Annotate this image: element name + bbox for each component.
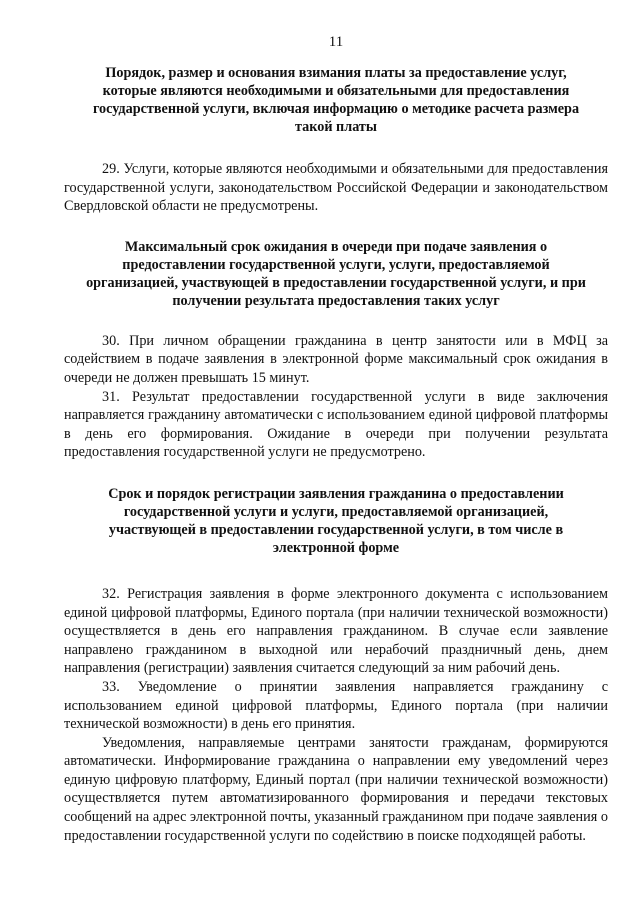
section-heading-registration: Срок и порядок регистрации заявления гражданина о предоставлении государственной услуги и услуги, предоставляемой организацией, участвующей в предоставлении государственной услуги, в том числе в электронной форме xyxy=(108,485,564,556)
page-number: 11 xyxy=(328,34,344,50)
paragraph-notifications: Уведомления, направляемые центрами занятости гражданам, формируются автоматически. Информирование гражданина о направлении ему уведомлений через единую цифровую платформу, Единый портал (при наличии технической возможности) осуществляется путем автоматизированного формирования и передачи текстовых сообщений на адрес электронной почты, указанный гражданином при подаче заявления о предоставлении государственной услуги по содействию в поиске подходящей работы. xyxy=(64,734,608,844)
paragraph-33: 33. Уведомление о принятии заявления направляется гражданину с использованием единой цифровой платформы, Единого портала (при наличии технической возможности) в день его принятия. xyxy=(64,678,608,733)
section-heading-fee: Порядок, размер и основания взимания платы за предоставление услуг, которые являются необходимыми и обязательными для предоставления государственной услуги, включая информацию о методике расчета размера такой платы xyxy=(92,65,580,135)
paragraph-32: 32. Регистрация заявления в форме электронного документа с использованием единой цифровой платформы, Единого портала (при наличии технической возможности) осуществляется в день его направления гражданином. В случае если заявление направлено гражданином в выходной или нерабочий праздничный день, днем направления (регистрации) заявления считается следующий за ним рабочий день. xyxy=(64,585,608,677)
paragraph-29: 29. Услуги, которые являются необходимыми и обязательными для предоставления государственной услуги, законодательством Российской Федерации и законодательством Свердловской области не предусмотрены. xyxy=(64,161,608,215)
section-heading-queue: Максимальный срок ожидания в очереди при подаче заявления о предоставлении государственной услуги, услуги, предоставляемой организацией, участвующей в предоставлении государственной услуги, и при получении результата предоставления таких услуг xyxy=(86,238,586,309)
paragraph-31: 31. Результат предоставлении государственной услуги в виде заключения направляется гражданину автоматически с использованием единой цифровой платформы в день его формирования. Ожидание в очереди при получении результата предоставления государственной услуги не предусмотрено. xyxy=(64,388,608,461)
paragraph-30: 30. При личном обращении гражданина в центр занятости или в МФЦ за содействием в подаче заявления в электронной форме максимальный срок ожидания в очереди не должен превышать 15 минут. xyxy=(64,332,608,386)
